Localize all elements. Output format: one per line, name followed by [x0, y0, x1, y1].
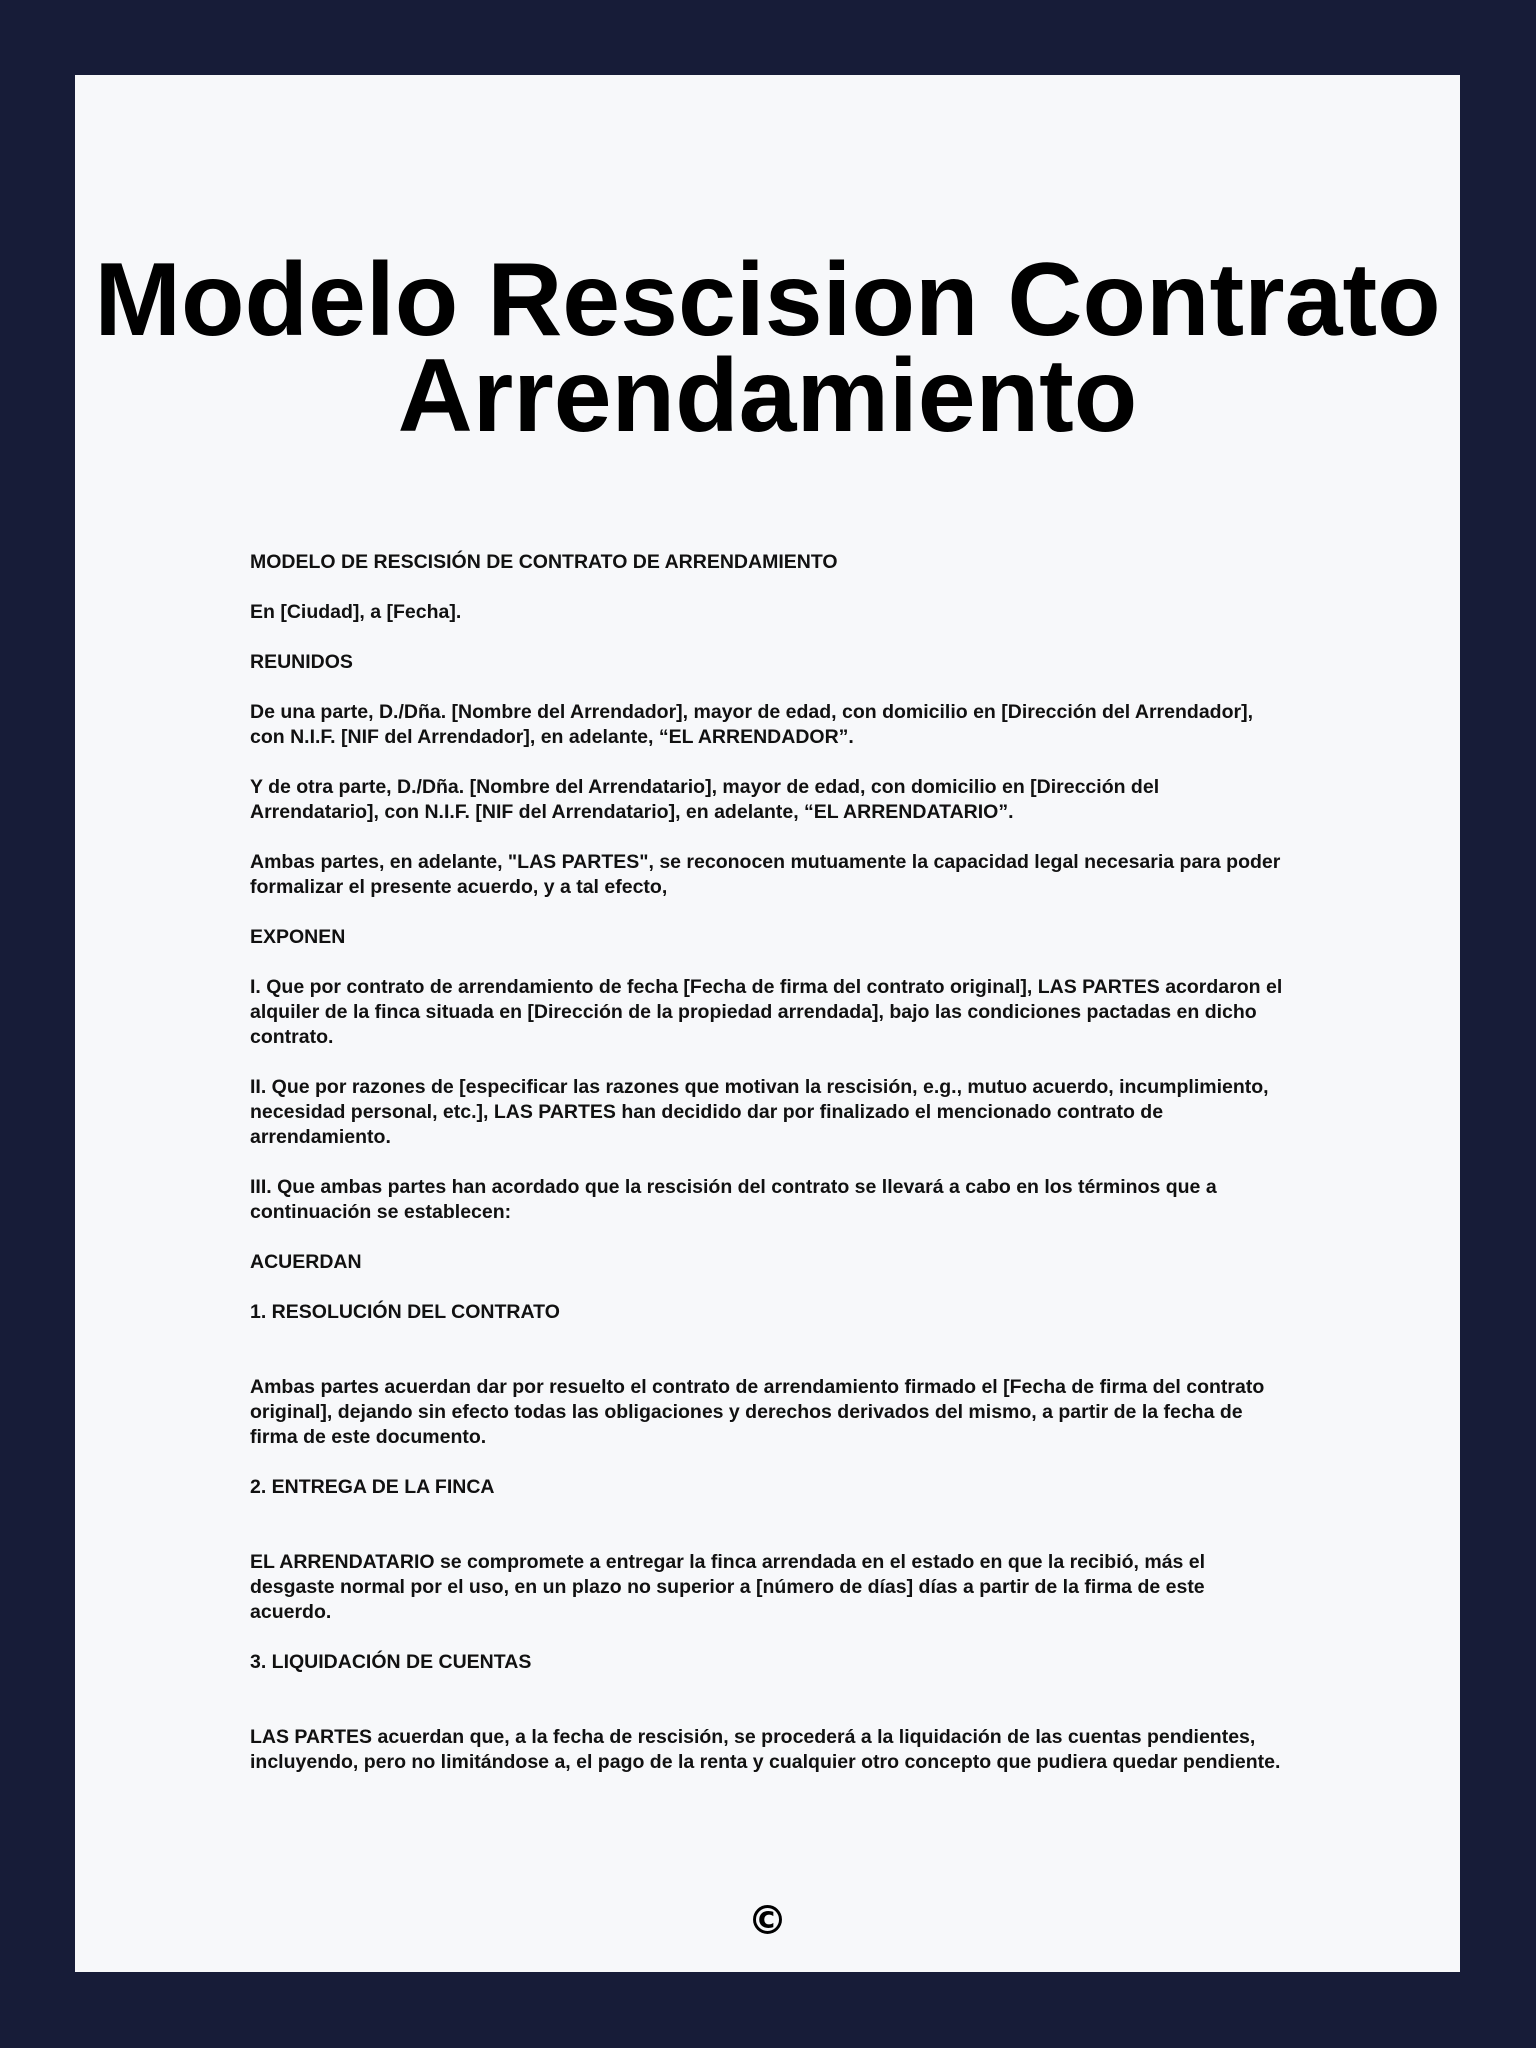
clause-heading-1: 1. RESOLUCIÓN DEL CONTRATO	[250, 1301, 560, 1323]
section-heading-reunidos: REUNIDOS	[250, 651, 353, 673]
clause-text-3: LAS PARTES acuerdan que, a la fecha de rescisión, se procederá a la liquidación de las cuentas pendientes, incluyendo, pero no limitándose a, el pago de la renta y cualquier otro concepto que pudiera quedar pendiente.	[250, 1726, 1281, 1773]
clause-heading-2: 2. ENTREGA DE LA FINCA	[250, 1476, 495, 1498]
paragraph-expone-2: II. Que por razones de [especificar las razones que motivan la rescisión, e.g., mutuo acuerdo, incumplimiento, necesidad personal, etc.], LAS PARTES han decidido dar por finalizado el mencionado contrato de arrendamiento.	[250, 1076, 1269, 1148]
paragraph-las-partes: Ambas partes, en adelante, "LAS PARTES", se reconocen mutuamente la capacidad legal necesaria para poder formalizar el presente acuerdo, y a tal efecto,	[250, 851, 1281, 898]
paragraph-expone-1: I. Que por contrato de arrendamiento de fecha [Fecha de firma del contrato original], LAS PARTES acordaron el alquiler de la finca situada en [Dirección de la propiedad arrendada], bajo las condiciones pactadas en dicho contrato.	[250, 976, 1283, 1048]
clause-text-1: Ambas partes acuerdan dar por resuelto el contrato de arrendamiento firmado el [Fecha de firma del contrato original], dejando sin efecto todas las obligaciones y derechos derivados del mismo, a partir de la fecha de firma de este documento.	[250, 1376, 1265, 1448]
document-page	[75, 75, 1460, 1972]
section-heading-acuerdan: ACUERDAN	[250, 1251, 362, 1273]
clause-text-2: EL ARRENDATARIO se compromete a entregar la finca arrendada en el estado en que la recibió, más el desgaste normal por el uso, en un plazo no superior a [número de días] días a partir de la firma de este acuerdo.	[250, 1551, 1206, 1623]
paragraph-expone-3: III. Que ambas partes han acordado que la rescisión del contrato se llevará a cabo en los términos que a continuación se establecen:	[250, 1176, 1217, 1223]
paragraph-arrendatario: Y de otra parte, D./Dña. [Nombre del Arrendatario], mayor de edad, con domicilio en [Dirección del Arrendatario], con N.I.F. [NIF del Arrendatario], en adelante, “EL ARRENDATARIO”.	[250, 776, 1160, 823]
document-title: Modelo Rescision Contrato Arrendamiento	[94, 242, 1441, 454]
document-body	[250, 550, 1290, 1800]
document-heading: MODELO DE RESCISIÓN DE CONTRATO DE ARRENDAMIENTO	[250, 551, 838, 573]
clause-heading-3: 3. LIQUIDACIÓN DE CUENTAS	[250, 1651, 532, 1673]
section-heading-exponen: EXPONEN	[250, 926, 346, 948]
place-date-line: En [Ciudad], a [Fecha].	[250, 601, 462, 623]
paragraph-arrendador: De una parte, D./Dña. [Nombre del Arrendador], mayor de edad, con domicilio en [Dirección del Arrendador], con N.I.F. [NIF del Arrendador], en adelante, “EL ARRENDADOR”.	[250, 701, 1253, 748]
copyright-icon: ©	[747, 1898, 788, 1944]
